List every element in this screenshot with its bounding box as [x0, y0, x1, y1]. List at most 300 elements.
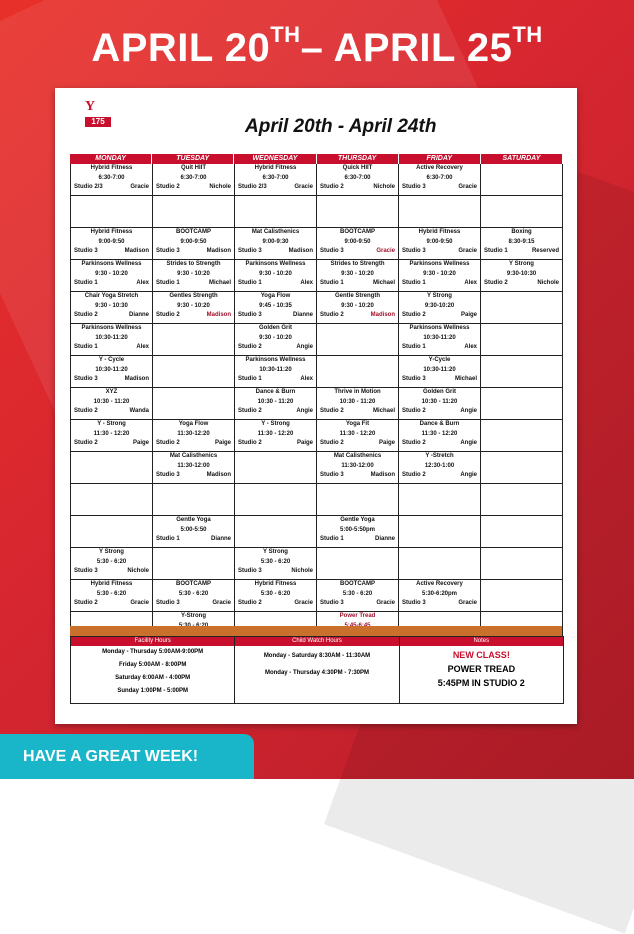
class-name: Y -Stretch [425, 453, 454, 459]
class-room: Studio 1 [320, 280, 344, 286]
class-footer [235, 343, 316, 353]
class-cell [153, 260, 235, 291]
class-time: 10:30-11:20 [423, 334, 456, 341]
footer-info [70, 636, 564, 704]
class-instructor: Alex [136, 280, 149, 286]
schedule-grid [70, 164, 563, 644]
class-footer [71, 567, 152, 577]
class-cell [235, 228, 317, 259]
child-watch-line: Monday - Saturday 8:30AM - 11:30AM [263, 653, 371, 659]
day-header-row [70, 154, 562, 164]
class-footer [317, 599, 398, 609]
class-footer [235, 599, 316, 609]
class-name: Strides to Strength [166, 261, 221, 267]
class-cell [153, 420, 235, 451]
class-name: Y Strong [263, 549, 288, 555]
class-name: Mat Calisthenics [251, 229, 300, 235]
class-time: 6:30-7:00 [426, 174, 453, 181]
class-name: Quick HIIT [342, 165, 373, 171]
empty-cell [235, 196, 317, 227]
class-footer [153, 311, 234, 321]
schedule-sheet [55, 88, 577, 724]
class-cell [317, 260, 399, 291]
class-room: Studio 1 [484, 248, 508, 254]
class-name: Y Strong [427, 293, 452, 299]
class-footer [399, 375, 480, 385]
class-footer [153, 247, 234, 257]
class-room: Studio 2 [74, 408, 98, 414]
empty-cell [71, 196, 153, 227]
class-instructor: Paige [296, 440, 313, 446]
class-room: Studio 3 [320, 472, 344, 478]
class-cell [71, 324, 153, 355]
class-time: 9:00-9:50 [180, 238, 207, 245]
empty-cell [71, 484, 153, 515]
class-instructor: Dianne [374, 536, 395, 542]
class-footer [71, 279, 152, 289]
empty-cell [317, 484, 399, 515]
class-name: Boxing [511, 229, 532, 235]
class-name: BOOTCAMP [176, 229, 211, 235]
class-time: 5:30 - 6:20 [96, 590, 127, 597]
class-footer [71, 439, 152, 449]
empty-cell [481, 580, 563, 611]
class-name: Strides to Strength [330, 261, 385, 267]
class-room: Studio 2 [238, 408, 262, 414]
class-cell [317, 388, 399, 419]
class-instructor: Dianne [210, 536, 231, 542]
class-name: BOOTCAMP [340, 581, 375, 587]
class-instructor: Madison [370, 472, 395, 478]
class-room: Studio 2 [156, 312, 180, 318]
class-time: 9:30-10:20 [424, 302, 455, 309]
class-room: Studio 3 [74, 248, 98, 254]
class-footer [399, 343, 480, 353]
class-name: BOOTCAMP [340, 229, 375, 235]
class-footer [481, 247, 562, 257]
empty-cell [71, 516, 153, 547]
class-instructor: Gracie [130, 600, 149, 606]
class-room: Studio 3 [74, 568, 98, 574]
headline-part2: – APRIL 25 [300, 26, 513, 70]
empty-cell [153, 388, 235, 419]
class-room: Studio 3 [74, 376, 98, 382]
class-cell [399, 420, 481, 451]
empty-cell [317, 356, 399, 387]
class-time: 11:30 - 12:20 [421, 430, 458, 437]
class-room: Studio 3 [156, 472, 180, 478]
class-cell [399, 260, 481, 291]
class-footer [71, 599, 152, 609]
child-watch-title: Child Watch Hours [235, 637, 398, 646]
class-room: Studio 1 [156, 280, 180, 286]
class-cell [317, 516, 399, 547]
class-time: 8:30-9:15 [508, 238, 535, 245]
ymca-logo [85, 100, 111, 134]
class-cell [71, 164, 153, 195]
notes [400, 637, 563, 703]
class-room: Studio 3 [320, 248, 344, 254]
schedule-row [71, 580, 563, 612]
class-name: Parkinsons Wellness [409, 261, 470, 267]
class-room: Studio 1 [74, 344, 98, 350]
empty-cell [481, 516, 563, 547]
class-footer [71, 343, 152, 353]
facility-hours [71, 637, 235, 703]
facility-hours-line: Saturday 6:00AM - 4:00PM [115, 675, 191, 681]
class-time: 11:30-12:00 [177, 462, 210, 469]
class-footer [153, 599, 234, 609]
schedule-row [71, 548, 563, 580]
class-name: Parkinsons Wellness [409, 325, 470, 331]
class-time: 9:30 - 10:20 [177, 302, 210, 309]
class-cell [71, 292, 153, 323]
class-room: Studio 2 [238, 344, 262, 350]
facility-hours-title: Facility Hours [71, 637, 234, 646]
class-cell [235, 580, 317, 611]
class-time: 9:30 - 10:20 [259, 334, 292, 341]
class-name: Hybrid Fitness [90, 229, 133, 235]
headline-part1: APRIL 20 [91, 26, 271, 70]
empty-cell [481, 548, 563, 579]
class-instructor: Dianne [128, 312, 149, 318]
class-instructor: Michael [372, 280, 395, 286]
class-footer [399, 439, 480, 449]
class-room: Studio 3 [402, 248, 426, 254]
class-room: Studio 2 [320, 408, 344, 414]
class-time: 9:30 - 10:20 [95, 270, 128, 277]
class-time: 5:30 - 6:20 [260, 558, 291, 565]
class-instructor: Madison [206, 472, 231, 478]
class-room: Studio 2/3 [74, 184, 103, 190]
class-room: Studio 2 [156, 184, 180, 190]
class-room: Studio 3 [402, 184, 426, 190]
schedule-row [71, 228, 563, 260]
class-name: Y - Cycle [98, 357, 125, 363]
day-wednesday: WEDNESDAY [234, 154, 316, 164]
class-cell [317, 580, 399, 611]
class-footer [153, 535, 234, 545]
class-name: Power Tread [339, 613, 376, 619]
class-name: Y Strong [509, 261, 534, 267]
class-room: Studio 2 [74, 440, 98, 446]
class-cell [399, 452, 481, 483]
schedule-row [71, 196, 563, 228]
class-instructor: Paige [378, 440, 395, 446]
class-cell [235, 356, 317, 387]
class-time: 10:30 - 11:20 [339, 398, 376, 405]
class-instructor: Paige [460, 312, 477, 318]
notes-power-tread: POWER TREAD [447, 664, 516, 674]
class-cell [153, 452, 235, 483]
class-cell [399, 164, 481, 195]
class-cell [399, 228, 481, 259]
class-instructor: Madison [124, 376, 149, 382]
class-instructor: Gracie [212, 600, 231, 606]
class-cell [235, 388, 317, 419]
class-cell [71, 388, 153, 419]
facility-hours-line: Friday 5:00AM - 8:00PM [118, 662, 187, 668]
class-time: 11:30-12:20 [177, 430, 210, 437]
class-footer [235, 247, 316, 257]
schedule-row [71, 516, 563, 548]
class-footer [153, 279, 234, 289]
empty-cell [71, 452, 153, 483]
empty-cell [399, 548, 481, 579]
schedule-row [71, 260, 563, 292]
class-footer [235, 567, 316, 577]
class-time: 6:30-7:00 [180, 174, 207, 181]
class-name: BOOTCAMP [176, 581, 211, 587]
class-cell [399, 292, 481, 323]
class-cell [317, 228, 399, 259]
class-instructor: Nichole [373, 184, 395, 190]
class-room: Studio 3 [238, 312, 262, 318]
class-time: 9:30 - 10:20 [177, 270, 210, 277]
class-instructor: Madison [288, 248, 313, 254]
class-cell [153, 580, 235, 611]
class-room: Studio 1 [238, 280, 262, 286]
class-name: Dance & Burn [419, 421, 460, 427]
class-name: Gentle Strength [334, 293, 380, 299]
child-watch-hours [235, 637, 399, 703]
class-cell [481, 260, 563, 291]
class-time: 10:30-11:20 [95, 334, 128, 341]
logo-number: 175 [85, 117, 111, 127]
class-name: Hybrid Fitness [418, 229, 461, 235]
class-room: Studio 2 [402, 408, 426, 414]
class-name: Chair Yoga Stretch [84, 293, 139, 299]
empty-cell [153, 548, 235, 579]
facility-hours-line: Sunday 1:00PM - 5:00PM [117, 688, 188, 694]
class-time: 9:30 - 10:20 [259, 270, 292, 277]
class-time: 5:30 - 6:20 [96, 558, 127, 565]
class-name: Y Strong [99, 549, 124, 555]
class-room: Studio 2 [484, 280, 508, 286]
empty-cell [153, 356, 235, 387]
class-name: Hybrid Fitness [90, 581, 133, 587]
class-time: 10:30 - 11:20 [421, 398, 458, 405]
class-footer [317, 311, 398, 321]
class-instructor: Gracie [130, 184, 149, 190]
class-footer [235, 279, 316, 289]
class-name: Parkinsons Wellness [81, 325, 142, 331]
class-instructor: Angie [296, 344, 313, 350]
class-cell [71, 420, 153, 451]
class-cell [399, 580, 481, 611]
class-cell [317, 292, 399, 323]
class-time: 12:30-1:00 [424, 462, 455, 469]
class-name: Yoga Fit [345, 421, 370, 427]
empty-cell [235, 452, 317, 483]
class-time: 9:30-10:30 [506, 270, 537, 277]
class-instructor: Gracie [294, 600, 313, 606]
notes-title: Notes [400, 637, 563, 646]
class-instructor: Alex [464, 280, 477, 286]
class-time: 10:30-11:20 [259, 366, 292, 373]
class-footer [71, 375, 152, 385]
class-footer [235, 439, 316, 449]
empty-cell [153, 324, 235, 355]
class-time: 11:30-12:00 [341, 462, 374, 469]
class-time: 9:00-9:30 [262, 238, 289, 245]
class-instructor: Alex [300, 280, 313, 286]
class-time: 6:30-7:00 [98, 174, 125, 181]
schedule-row [71, 324, 563, 356]
class-time: 9:00-9:50 [426, 238, 453, 245]
day-tuesday: TUESDAY [152, 154, 234, 164]
class-instructor: Gracie [376, 600, 395, 606]
class-time: 9:30 - 10:20 [423, 270, 456, 277]
class-cell [399, 356, 481, 387]
class-room: Studio 3 [156, 600, 180, 606]
class-footer [235, 375, 316, 385]
schedule-row [71, 484, 563, 516]
class-footer [317, 247, 398, 257]
class-time: 9:00-9:50 [98, 238, 125, 245]
class-footer [399, 183, 480, 193]
class-footer [399, 407, 480, 417]
class-footer [399, 471, 480, 481]
class-footer [399, 279, 480, 289]
class-time: 11:30 - 12:20 [339, 430, 376, 437]
class-room: Studio 1 [320, 536, 344, 542]
empty-cell [481, 388, 563, 419]
class-footer [399, 247, 480, 257]
empty-cell [399, 516, 481, 547]
class-name: Gentle Yoga [176, 517, 211, 523]
class-time: 5:30 - 6:20 [260, 590, 291, 597]
class-footer [317, 471, 398, 481]
class-instructor: Madison [370, 312, 395, 318]
class-room: Studio 1 [156, 536, 180, 542]
class-instructor: Angie [460, 440, 477, 446]
facility-hours-line: Monday - Thursday 5:00AM-9:00PM [102, 649, 204, 655]
class-room: Studio 2 [402, 472, 426, 478]
class-time: 6:30-7:00 [344, 174, 371, 181]
class-footer [399, 311, 480, 321]
empty-cell [481, 292, 563, 323]
class-name: Mat Calisthenics [333, 453, 382, 459]
class-instructor: Michael [208, 280, 231, 286]
class-time: 10:30-11:20 [423, 366, 456, 373]
class-room: Studio 2 [74, 600, 98, 606]
empty-cell [317, 324, 399, 355]
class-instructor: Paige [132, 440, 149, 446]
class-room: Studio 2 [320, 184, 344, 190]
class-room: Studio 3 [320, 600, 344, 606]
class-cell [399, 324, 481, 355]
headline [0, 22, 634, 71]
class-time: 11:30 - 12:20 [257, 430, 294, 437]
class-instructor: Paige [214, 440, 231, 446]
empty-cell [481, 324, 563, 355]
class-footer [71, 247, 152, 257]
empty-cell [399, 484, 481, 515]
class-cell [317, 452, 399, 483]
class-time: 11:30 - 12:20 [93, 430, 130, 437]
class-cell [481, 228, 563, 259]
class-instructor: Nichole [537, 280, 559, 286]
class-time: 6:30-7:00 [262, 174, 289, 181]
class-instructor: Dianne [292, 312, 313, 318]
class-instructor: Angie [460, 408, 477, 414]
class-cell [399, 388, 481, 419]
class-footer [71, 311, 152, 321]
class-cell [71, 580, 153, 611]
schedule-row [71, 452, 563, 484]
empty-cell [153, 196, 235, 227]
class-instructor: Madison [206, 248, 231, 254]
empty-cell [481, 164, 563, 195]
class-room: Studio 2 [402, 440, 426, 446]
class-cell [71, 228, 153, 259]
class-footer [399, 599, 480, 609]
class-time: 9:45 - 10:35 [259, 302, 292, 309]
class-room: Studio 1 [402, 280, 426, 286]
class-cell [153, 516, 235, 547]
notes-new-class: NEW CLASS! [452, 650, 510, 660]
class-footer [71, 183, 152, 193]
class-instructor: Gracie [458, 184, 477, 190]
schedule-row [71, 164, 563, 196]
schedule-title: April 20th - April 24th [245, 116, 437, 137]
class-instructor: Madison [124, 248, 149, 254]
class-name: Active Recovery [416, 165, 463, 171]
class-cell [235, 292, 317, 323]
empty-cell [481, 452, 563, 483]
class-footer [153, 183, 234, 193]
class-time: 9:30 - 10:20 [341, 270, 374, 277]
class-footer [235, 311, 316, 321]
empty-cell [235, 484, 317, 515]
class-instructor: Alex [300, 376, 313, 382]
class-instructor: Michael [372, 408, 395, 414]
schedule-divider-band [70, 626, 562, 636]
empty-cell [481, 484, 563, 515]
class-name: Y-Strong [181, 613, 206, 619]
class-time: 5:30-6:20pm [421, 590, 457, 597]
class-name: Golden Grit [423, 389, 456, 395]
class-instructor: Angie [460, 472, 477, 478]
class-instructor: Nichole [209, 184, 231, 190]
class-footer [317, 407, 398, 417]
class-room: Studio 3 [238, 248, 262, 254]
class-time: 10:30 - 11:20 [257, 398, 294, 405]
class-instructor: Angie [296, 408, 313, 414]
class-instructor: Wanda [129, 408, 149, 414]
class-cell [153, 228, 235, 259]
class-cell [71, 548, 153, 579]
class-room: Studio 3 [402, 600, 426, 606]
empty-cell [317, 548, 399, 579]
empty-cell [235, 516, 317, 547]
class-instructor: Madison [206, 312, 231, 318]
class-name: Y - Strong [97, 421, 126, 427]
headline-sup2: TH [512, 22, 543, 47]
class-footer [153, 439, 234, 449]
class-name: Y-Cycle [428, 357, 451, 363]
schedule-row [71, 388, 563, 420]
class-instructor: Michael [454, 376, 477, 382]
class-cell [71, 260, 153, 291]
class-time: 9:30 - 10:30 [95, 302, 128, 309]
class-name: Hybrid Fitness [90, 165, 133, 171]
class-room: Studio 2 [74, 312, 98, 318]
class-footer [481, 279, 562, 289]
class-name: XYZ [105, 389, 118, 395]
class-time: 5:00-5:50pm [339, 526, 375, 533]
